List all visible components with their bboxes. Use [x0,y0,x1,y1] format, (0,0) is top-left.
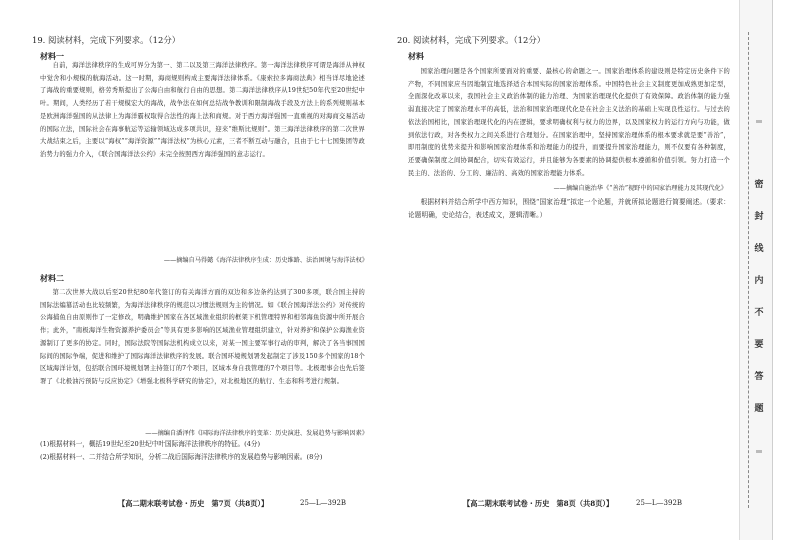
seal-char: 封 [752,210,766,224]
right-footer-code: 25—L—392B [636,499,683,507]
question-19-title: 19. 阅读材料，完成下列要求。（12分） [32,35,181,45]
material-text: 国家治理问题是各个国家所要面对的重要、最核心的命题之一。国家治理体系的建设则是特定历史条件下的产物，不同国家应当因地制宜地选择适合本国实际的国家治理体系。中国特色社会主义制度更加成熟更加定型，全面深化改革以来，我国社会主义政治体制的能力治理、为国家治理现代化提供了有效保障。政治体制的能力强弱直接决定了国家治理水平的高低，法治和国家治理现代化是在社会主义法治的基础上实现良性运行。与过去的依法治国相比，国家治理现代化的内在逻辑，要求明确权利与权力的边界，以及国家权力的运行方向与功能，做到依法行政，对各类权力之间关系进行合理划分。在国家治理中，坚持国家治理体系的根本要求就是要“善治”，即用制度的优势来提升和影响国家治理体系和治理能力的提升，而要提升国家治理能力，则不仅要有各种制度，还要确保制度之间协调配合，切实有效运行，并且能够为各要素的协调提供根本遵循和价值引领。努力打造一个民主的、法治的、分工的、廉洁的、高效的国家治理能力体系。 [408,68,730,177]
left-footer-code: 25—L—392B [300,499,347,507]
sub-question-1: (1)根据材料一，概括19世纪至20世纪中叶国际海洋法律秩序的特征。(4分) [40,440,261,448]
binding-marker [756,450,762,453]
seal-char: 内 [752,274,766,288]
material-2-text: 第二次世界大战以后至20世纪80年代签订的有关海洋方面的双边和多边条约达到了300多项，联合国主持的国际法编纂活动也比较频繁，为海洋法律秩序的规范以习惯法规则为主的情况。如《联合国海洋法公约》对传统的公海捕鱼自由原则作了一定修改，明确维护国家在各区域渔业组织的框架下机管理特界和相邻海鱼资源中所开展合作；此外，“南极海洋生物资源养护委员会”等具有更多影响的区域渔业管理组织建立，针对养护和保护公海渔业资源制订了更多的协定。同时，国际法院等国际法机构成立以来，对某一国主要军事行动的审判，解决了各当事国国际间的国际争端，促进和维护了国际海洋法律秩序的发展。联合国环境规划署发起制定了涉及150多个国家的18个区域海洋计划，包括联合国环境规划署主持签订的7个项目，区域本身自我管理的7个项目等。北极理事会也先后签署了《北极油污预防与反应协定》《增强北极科学研究的协定》，对北极地区的航行、生态和科考进行规制。 [40,289,365,385]
material-2-heading: 材料二 [40,273,64,283]
task-text: 根据材料并结合所学中西方知识，围绕“国家治理”拟定一个论题，并就所拟论题进行简要阐述。（要求：论题明确，史论结合，表述成文，逻辑清晰。） [408,198,730,219]
seal-char: 要 [752,338,766,352]
material-heading: 材料 [408,51,424,61]
material-1-text: 自前，海洋法律秩序的生成可界分为第一、第二以及第三海洋法律秩序。第一海洋法律秩序可谓是海洋从神权中觉舍和小规模的航海活动。这一时期，海商规则构成主要海洋法律体系。《康索拉多海商法典》相当详尽地论述了海战的重要规则，格劳秀斯提出了公海自由和航行自由的思想。第二海洋法律秩序从19世纪50年代至20世纪中叶。期间，人类经历了若干规模宏大的海战，战争法在如何总结战争教训和限制海战手段及方法上的系列规则基本是欧洲海洋强国的从法律上为海洋霸权取得合法性的海上法和商规。对于西方海洋强国一直重视的对海商交易活动的国际立法，国际社会在海事航运等运输领域达成多项共识，迎来“维斯比规则”。第三海洋法律秩序的第二次世界大战结束之后，主要以“海权”“海洋资源”“海洋法权”为核心元素，三者不断互动与融合，且由于七十七国集团等政治势力的强力介入，《联合国海洋法公约》未完全按照西方海洋强国的意志运行。 [40,62,365,158]
seal-dashed-line [748,32,749,508]
right-footer-title: 【高二期末联考试卷・历史 第8页（共8页）】 [463,499,614,508]
material-1-source: ——摘编自马得懿《海洋法律秩序生成：历史维路、法治困境与海洋法权》 [163,257,368,264]
sub-question-2: (2)根据材料一、二并结合所学知识，分析二战后国际海洋法律秩序的发展趋势与影响因素。(8分) [40,453,323,461]
seal-char: 答 [752,370,766,384]
material-source: ——摘编自施治华《“善治”视野中的国家治理能力及其现代化》 [553,185,727,192]
binding-strip [739,0,773,540]
binding-marker [756,120,762,123]
material-2-source: ——摘编自潘泽伟《国际海洋法律秩序的变革：历史演进、发展趋势与影响因素》 [145,430,368,437]
material-1-heading: 材料一 [40,51,64,61]
question-20-title: 20. 阅读材料，完成下列要求。（12分） [397,35,546,45]
seal-char: 不 [752,306,766,320]
right-page [390,0,735,540]
left-page [0,0,380,540]
left-footer-title: 【高二期末联考试卷・历史 第7页（共8页）】 [118,499,269,508]
seal-char: 线 [752,242,766,256]
seal-char: 题 [752,402,766,416]
seal-char: 密 [752,178,766,192]
